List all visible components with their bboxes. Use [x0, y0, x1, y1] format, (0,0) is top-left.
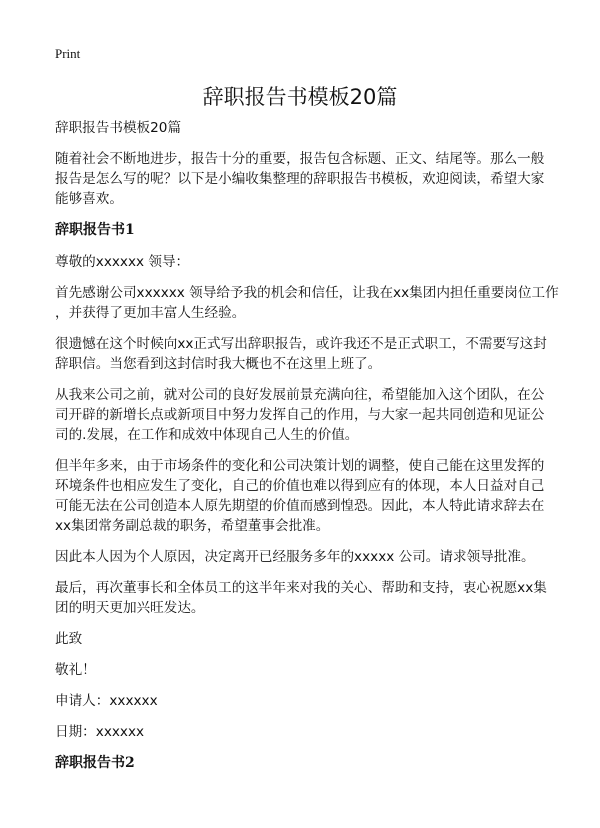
text-line: 团的明天更加兴旺发达。 — [55, 600, 205, 616]
text-line: 报告是怎么写的呢？以下是小编收集整理的辞职报告书模板，欢迎阅读，希望大家 — [55, 171, 545, 187]
text-line: xx集团常务副总裁的职务，希望董事会批准。 — [55, 518, 330, 534]
print-link[interactable]: Print — [55, 46, 81, 61]
text-line: 敬礼！ — [55, 662, 96, 678]
text-line: 最后，再次董事长和全体员工的这半年来对我的关心、帮助和支持，衷心祝愿xx集 — [55, 580, 547, 596]
section-heading — [55, 220, 550, 240]
paragraph — [55, 691, 550, 711]
paragraph — [55, 456, 550, 536]
paragraph — [55, 660, 550, 680]
text-line: 环境条件也相应发生了变化，自己的价值也难以得到应有的体现，本人日益对自己 — [55, 478, 545, 494]
text-line: 能够喜欢。 — [55, 191, 123, 207]
section-heading — [55, 753, 550, 773]
text-line: 辞职信。当您看到这封信时我大概也不在这里上班了。 — [55, 356, 382, 372]
text-line: 辞职报告书2 — [55, 755, 135, 771]
text-line: 因此本人因为个人原因，决定离开已经服务多年的xxxxx 公司。请求领导批准。 — [55, 549, 535, 565]
paragraph — [55, 629, 550, 649]
paragraph — [55, 385, 550, 445]
paragraph — [55, 722, 550, 742]
text-line: 可能无法在公司创造本人原先期望的价值而感到惶恐。因此，本人特此请求辞去在 — [55, 498, 545, 514]
text-line: 司开辟的新增长点或新项目中努力发挥自己的作用，与大家一起共同创造和见证公 — [55, 407, 545, 423]
document-body — [55, 118, 559, 785]
text-line: 申请人：xxxxxx — [55, 693, 158, 709]
paragraph — [55, 252, 550, 272]
text-line: 随着社会不断地进步，报告十分的重要，报告包含标题、正文、结尾等。那么一般 — [55, 151, 545, 167]
page-title: 辞职报告书模板20篇 — [202, 85, 398, 109]
text-line: 辞职报告书1 — [55, 222, 135, 238]
paragraph — [55, 547, 550, 567]
text-line: 从我来公司之前，就对公司的良好发展前景充满向往，希望能加入这个团队，在公 — [55, 387, 545, 403]
text-line: 辞职报告书模板20篇 — [55, 120, 182, 136]
text-line: 很遗憾在这个时候向xx正式写出辞职报告，或许我还不是正式职工，不需要写这封 — [55, 336, 547, 352]
paragraph — [55, 283, 559, 323]
text-line: 尊敬的xxxxxx 领导： — [55, 254, 190, 270]
text-line: 但半年多来，由于市场条件的变化和公司决策计划的调整，使自己能在这里发挥的 — [55, 458, 545, 474]
text-line: ，并获得了更加丰富人生经验。 — [55, 305, 246, 321]
paragraph — [55, 118, 550, 138]
text-line: 日期：xxxxxx — [55, 724, 145, 740]
text-line: 此致 — [55, 631, 83, 647]
text-line: 首先感谢公司xxxxxx 领导给予我的机会和信任，让我在xx集团内担任重要岗位工作 — [55, 285, 559, 301]
paragraph — [55, 149, 550, 209]
paragraph — [55, 334, 550, 374]
text-line: 司的.发展，在工作和成效中体现自己人生的价值。 — [55, 427, 359, 443]
paragraph — [55, 578, 550, 618]
